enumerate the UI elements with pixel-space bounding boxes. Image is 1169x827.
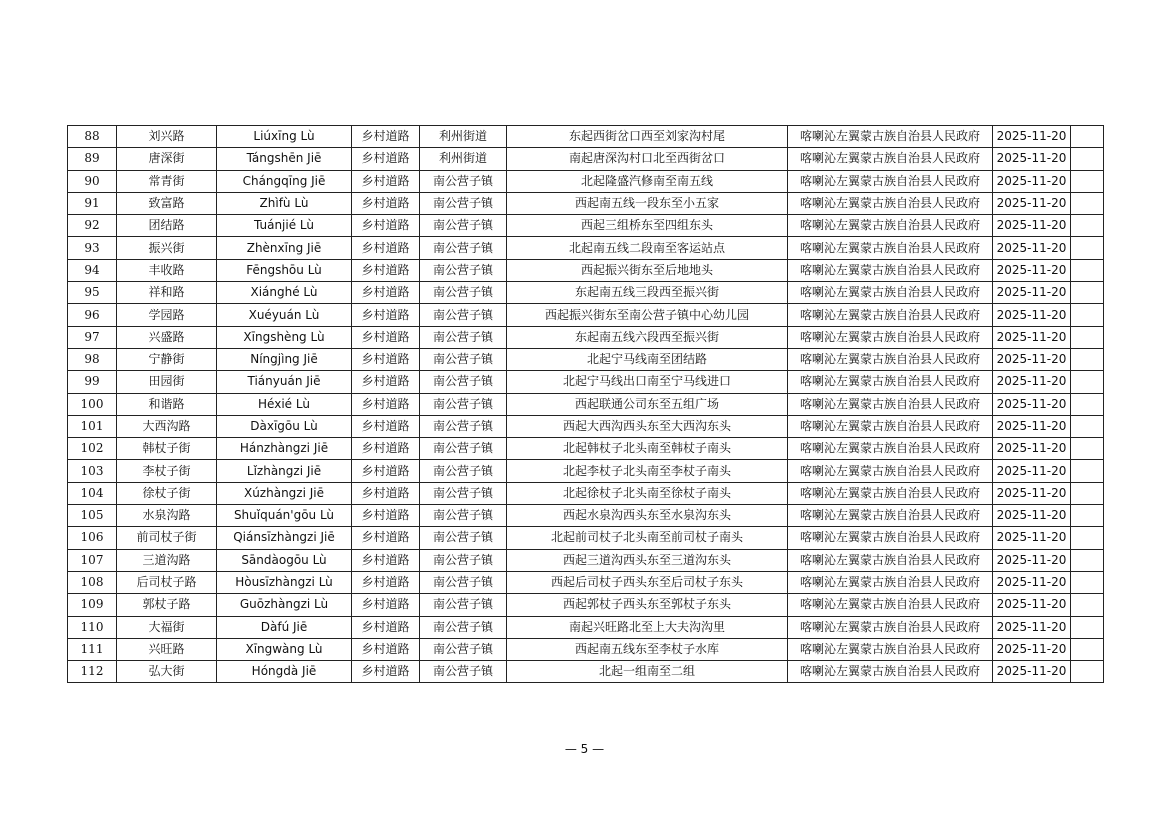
district-cell: 南公营子镇	[420, 192, 507, 214]
approval-date-cell: 2025-11-20	[993, 170, 1071, 192]
district-cell: 南公营子镇	[420, 571, 507, 593]
approval-date-cell: 2025-11-20	[993, 348, 1071, 370]
district-cell: 南公营子镇	[420, 638, 507, 660]
approving-authority-cell: 喀喇沁左翼蒙古族自治县人民政府	[788, 415, 993, 437]
row-number-cell: 100	[68, 393, 117, 415]
table-row	[68, 237, 1104, 259]
location-description-cell: 西起振兴街东至后地地头	[507, 259, 788, 281]
table-row	[68, 616, 1104, 638]
table-row	[68, 304, 1104, 326]
remarks-cell	[1071, 460, 1104, 482]
row-number-cell: 108	[68, 571, 117, 593]
pinyin-cell: Hòusīzhàngzi Lù	[217, 571, 352, 593]
approving-authority-cell: 喀喇沁左翼蒙古族自治县人民政府	[788, 371, 993, 393]
district-cell: 南公营子镇	[420, 460, 507, 482]
district-cell: 南公营子镇	[420, 393, 507, 415]
row-number-cell: 106	[68, 527, 117, 549]
road-name-cell: 常青街	[117, 170, 217, 192]
pinyin-cell: Dàxīgōu Lù	[217, 415, 352, 437]
approval-date-cell: 2025-11-20	[993, 393, 1071, 415]
remarks-cell	[1071, 304, 1104, 326]
remarks-cell	[1071, 282, 1104, 304]
district-cell: 南公营子镇	[420, 326, 507, 348]
road-type-cell: 乡村道路	[352, 237, 420, 259]
row-number-cell: 111	[68, 638, 117, 660]
approval-date-cell: 2025-11-20	[993, 237, 1071, 259]
road-type-cell: 乡村道路	[352, 326, 420, 348]
location-description-cell: 西起三组桥东至四组东头	[507, 215, 788, 237]
table-row	[68, 326, 1104, 348]
district-cell: 南公营子镇	[420, 237, 507, 259]
road-name-cell: 振兴街	[117, 237, 217, 259]
pinyin-cell: Liúxīng Lù	[217, 126, 352, 148]
pinyin-cell: Xīngwàng Lù	[217, 638, 352, 660]
location-description-cell: 东起南五线六段西至振兴街	[507, 326, 788, 348]
table-row	[68, 594, 1104, 616]
road-name-cell: 学园路	[117, 304, 217, 326]
row-number-cell: 99	[68, 371, 117, 393]
district-cell: 南公营子镇	[420, 215, 507, 237]
pinyin-cell: Zhènxīng Jiē	[217, 237, 352, 259]
road-type-cell: 乡村道路	[352, 661, 420, 683]
road-type-cell: 乡村道路	[352, 571, 420, 593]
district-cell: 南公营子镇	[420, 282, 507, 304]
road-name-cell: 弘大街	[117, 661, 217, 683]
road-type-cell: 乡村道路	[352, 304, 420, 326]
row-number-cell: 101	[68, 415, 117, 437]
approval-date-cell: 2025-11-20	[993, 505, 1071, 527]
pinyin-cell: Hóngdà Jiē	[217, 661, 352, 683]
district-cell: 南公营子镇	[420, 527, 507, 549]
district-cell: 南公营子镇	[420, 348, 507, 370]
approval-date-cell: 2025-11-20	[993, 371, 1071, 393]
location-description-cell: 北起前司杖子北头南至前司杖子南头	[507, 527, 788, 549]
pinyin-cell: Xúzhàngzi Jiē	[217, 482, 352, 504]
approval-date-cell: 2025-11-20	[993, 527, 1071, 549]
approving-authority-cell: 喀喇沁左翼蒙古族自治县人民政府	[788, 460, 993, 482]
approval-date-cell: 2025-11-20	[993, 326, 1071, 348]
road-name-cell: 徐杖子街	[117, 482, 217, 504]
table-row	[68, 571, 1104, 593]
road-type-cell: 乡村道路	[352, 192, 420, 214]
pinyin-cell: Xuéyuán Lù	[217, 304, 352, 326]
pinyin-cell: Héxié Lù	[217, 393, 352, 415]
table-row	[68, 371, 1104, 393]
approving-authority-cell: 喀喇沁左翼蒙古族自治县人民政府	[788, 348, 993, 370]
location-description-cell: 北起一组南至二组	[507, 661, 788, 683]
approving-authority-cell: 喀喇沁左翼蒙古族自治县人民政府	[788, 482, 993, 504]
pinyin-cell: Tángshēn Jiē	[217, 148, 352, 170]
location-description-cell: 西起大西沟西头东至大西沟东头	[507, 415, 788, 437]
remarks-cell	[1071, 192, 1104, 214]
district-cell: 南公营子镇	[420, 415, 507, 437]
remarks-cell	[1071, 594, 1104, 616]
approval-date-cell: 2025-11-20	[993, 638, 1071, 660]
location-description-cell: 南起兴旺路北至上大夫沟沟里	[507, 616, 788, 638]
road-name-cell: 李杖子街	[117, 460, 217, 482]
remarks-cell	[1071, 549, 1104, 571]
approving-authority-cell: 喀喇沁左翼蒙古族自治县人民政府	[788, 571, 993, 593]
table-row	[68, 460, 1104, 482]
approval-date-cell: 2025-11-20	[993, 438, 1071, 460]
approving-authority-cell: 喀喇沁左翼蒙古族自治县人民政府	[788, 259, 993, 281]
table-row	[68, 170, 1104, 192]
road-name-cell: 祥和路	[117, 282, 217, 304]
road-type-cell: 乡村道路	[352, 527, 420, 549]
table-row	[68, 505, 1104, 527]
location-description-cell: 北起韩杖子北头南至韩杖子南头	[507, 438, 788, 460]
row-number-cell: 89	[68, 148, 117, 170]
approving-authority-cell: 喀喇沁左翼蒙古族自治县人民政府	[788, 527, 993, 549]
remarks-cell	[1071, 661, 1104, 683]
road-type-cell: 乡村道路	[352, 594, 420, 616]
district-cell: 南公营子镇	[420, 438, 507, 460]
table-row	[68, 215, 1104, 237]
pinyin-cell: Tiányuán Jiē	[217, 371, 352, 393]
location-description-cell: 北起隆盛汽修南至南五线	[507, 170, 788, 192]
district-cell: 南公营子镇	[420, 482, 507, 504]
district-cell: 南公营子镇	[420, 616, 507, 638]
remarks-cell	[1071, 438, 1104, 460]
row-number-cell: 110	[68, 616, 117, 638]
pinyin-cell: Shuǐquán'gōu Lù	[217, 505, 352, 527]
remarks-cell	[1071, 126, 1104, 148]
approving-authority-cell: 喀喇沁左翼蒙古族自治县人民政府	[788, 505, 993, 527]
row-number-cell: 97	[68, 326, 117, 348]
district-cell: 利州街道	[420, 126, 507, 148]
table-row	[68, 438, 1104, 460]
remarks-cell	[1071, 326, 1104, 348]
table-row	[68, 148, 1104, 170]
location-description-cell: 北起徐杖子北头南至徐杖子南头	[507, 482, 788, 504]
district-cell: 南公营子镇	[420, 661, 507, 683]
table-row	[68, 549, 1104, 571]
district-cell: 南公营子镇	[420, 304, 507, 326]
remarks-cell	[1071, 259, 1104, 281]
road-type-cell: 乡村道路	[352, 460, 420, 482]
row-number-cell: 98	[68, 348, 117, 370]
remarks-cell	[1071, 148, 1104, 170]
table-row	[68, 126, 1104, 148]
row-number-cell: 91	[68, 192, 117, 214]
remarks-cell	[1071, 371, 1104, 393]
table-row	[68, 393, 1104, 415]
road-name-cell: 宁静街	[117, 348, 217, 370]
location-description-cell: 东起西街岔口西至刘家沟村尾	[507, 126, 788, 148]
road-type-cell: 乡村道路	[352, 348, 420, 370]
row-number-cell: 112	[68, 661, 117, 683]
page-number: — 5 —	[564, 742, 605, 756]
remarks-cell	[1071, 237, 1104, 259]
remarks-cell	[1071, 527, 1104, 549]
pinyin-cell: Xiánghé Lù	[217, 282, 352, 304]
road-type-cell: 乡村道路	[352, 371, 420, 393]
approving-authority-cell: 喀喇沁左翼蒙古族自治县人民政府	[788, 126, 993, 148]
row-number-cell: 102	[68, 438, 117, 460]
location-description-cell: 西起后司杖子西头东至后司杖子东头	[507, 571, 788, 593]
pinyin-cell: Tuánjié Lù	[217, 215, 352, 237]
approving-authority-cell: 喀喇沁左翼蒙古族自治县人民政府	[788, 549, 993, 571]
remarks-cell	[1071, 215, 1104, 237]
location-description-cell: 西起南五线一段东至小五家	[507, 192, 788, 214]
road-name-cell: 刘兴路	[117, 126, 217, 148]
approving-authority-cell: 喀喇沁左翼蒙古族自治县人民政府	[788, 638, 993, 660]
location-description-cell: 北起李杖子北头南至李杖子南头	[507, 460, 788, 482]
road-name-cell: 大西沟路	[117, 415, 217, 437]
location-description-cell: 北起宁马线出口南至宁马线进口	[507, 371, 788, 393]
approval-date-cell: 2025-11-20	[993, 616, 1071, 638]
table-row	[68, 348, 1104, 370]
approving-authority-cell: 喀喇沁左翼蒙古族自治县人民政府	[788, 594, 993, 616]
pinyin-cell: Dàfú Jiē	[217, 616, 352, 638]
road-name-cell: 三道沟路	[117, 549, 217, 571]
approval-date-cell: 2025-11-20	[993, 460, 1071, 482]
road-name-cell: 唐深街	[117, 148, 217, 170]
road-type-cell: 乡村道路	[352, 438, 420, 460]
road-name-cell: 田园街	[117, 371, 217, 393]
location-description-cell: 西起振兴街东至南公营子镇中心幼儿园	[507, 304, 788, 326]
approving-authority-cell: 喀喇沁左翼蒙古族自治县人民政府	[788, 192, 993, 214]
pinyin-cell: Xīngshèng Lù	[217, 326, 352, 348]
table-row	[68, 415, 1104, 437]
row-number-cell: 92	[68, 215, 117, 237]
road-name-cell: 团结路	[117, 215, 217, 237]
pinyin-cell: Qiánsīzhàngzi Jiē	[217, 527, 352, 549]
approving-authority-cell: 喀喇沁左翼蒙古族自治县人民政府	[788, 393, 993, 415]
approving-authority-cell: 喀喇沁左翼蒙古族自治县人民政府	[788, 237, 993, 259]
road-name-cell: 后司杖子路	[117, 571, 217, 593]
district-cell: 南公营子镇	[420, 259, 507, 281]
table-row	[68, 638, 1104, 660]
location-description-cell: 东起南五线三段西至振兴街	[507, 282, 788, 304]
pinyin-cell: Hánzhàngzi Jiē	[217, 438, 352, 460]
road-type-cell: 乡村道路	[352, 215, 420, 237]
road-name-cell: 前司杖子街	[117, 527, 217, 549]
approving-authority-cell: 喀喇沁左翼蒙古族自治县人民政府	[788, 304, 993, 326]
approving-authority-cell: 喀喇沁左翼蒙古族自治县人民政府	[788, 661, 993, 683]
district-cell: 南公营子镇	[420, 549, 507, 571]
row-number-cell: 107	[68, 549, 117, 571]
road-type-cell: 乡村道路	[352, 415, 420, 437]
approval-date-cell: 2025-11-20	[993, 148, 1071, 170]
remarks-cell	[1071, 348, 1104, 370]
road-name-table	[67, 125, 1104, 683]
road-name-cell: 大福街	[117, 616, 217, 638]
approval-date-cell: 2025-11-20	[993, 549, 1071, 571]
approval-date-cell: 2025-11-20	[993, 594, 1071, 616]
pinyin-cell: Lǐzhàngzi Jiē	[217, 460, 352, 482]
approving-authority-cell: 喀喇沁左翼蒙古族自治县人民政府	[788, 170, 993, 192]
row-number-cell: 109	[68, 594, 117, 616]
location-description-cell: 北起南五线二段南至客运站点	[507, 237, 788, 259]
row-number-cell: 104	[68, 482, 117, 504]
table-row	[68, 661, 1104, 683]
district-cell: 南公营子镇	[420, 505, 507, 527]
remarks-cell	[1071, 170, 1104, 192]
pinyin-cell: Níngjìng Jiē	[217, 348, 352, 370]
table-row	[68, 282, 1104, 304]
approving-authority-cell: 喀喇沁左翼蒙古族自治县人民政府	[788, 616, 993, 638]
road-name-cell: 兴盛路	[117, 326, 217, 348]
approval-date-cell: 2025-11-20	[993, 661, 1071, 683]
road-type-cell: 乡村道路	[352, 505, 420, 527]
approving-authority-cell: 喀喇沁左翼蒙古族自治县人民政府	[788, 326, 993, 348]
approving-authority-cell: 喀喇沁左翼蒙古族自治县人民政府	[788, 215, 993, 237]
road-name-cell: 郭杖子路	[117, 594, 217, 616]
road-type-cell: 乡村道路	[352, 393, 420, 415]
table-row	[68, 482, 1104, 504]
road-type-cell: 乡村道路	[352, 616, 420, 638]
location-description-cell: 西起三道沟西头东至三道沟东头	[507, 549, 788, 571]
road-type-cell: 乡村道路	[352, 126, 420, 148]
location-description-cell: 西起联通公司东至五组广场	[507, 393, 788, 415]
district-cell: 南公营子镇	[420, 594, 507, 616]
approving-authority-cell: 喀喇沁左翼蒙古族自治县人民政府	[788, 148, 993, 170]
pinyin-cell: Zhìfù Lù	[217, 192, 352, 214]
remarks-cell	[1071, 482, 1104, 504]
pinyin-cell: Guōzhàngzi Lù	[217, 594, 352, 616]
row-number-cell: 88	[68, 126, 117, 148]
remarks-cell	[1071, 638, 1104, 660]
district-cell: 利州街道	[420, 148, 507, 170]
approval-date-cell: 2025-11-20	[993, 259, 1071, 281]
table-row	[68, 527, 1104, 549]
table-row	[68, 259, 1104, 281]
road-name-cell: 和谐路	[117, 393, 217, 415]
location-description-cell: 西起郭杖子西头东至郭杖子东头	[507, 594, 788, 616]
table-body	[68, 126, 1104, 683]
row-number-cell: 93	[68, 237, 117, 259]
table-row	[68, 192, 1104, 214]
pinyin-cell: Chángqīng Jiē	[217, 170, 352, 192]
road-name-cell: 丰收路	[117, 259, 217, 281]
approval-date-cell: 2025-11-20	[993, 482, 1071, 504]
road-name-cell: 兴旺路	[117, 638, 217, 660]
approval-date-cell: 2025-11-20	[993, 415, 1071, 437]
road-type-cell: 乡村道路	[352, 170, 420, 192]
location-description-cell: 南起唐深沟村口北至西街岔口	[507, 148, 788, 170]
road-type-cell: 乡村道路	[352, 259, 420, 281]
district-cell: 南公营子镇	[420, 170, 507, 192]
approving-authority-cell: 喀喇沁左翼蒙古族自治县人民政府	[788, 438, 993, 460]
remarks-cell	[1071, 415, 1104, 437]
pinyin-cell: Fēngshōu Lù	[217, 259, 352, 281]
location-description-cell: 西起水泉沟西头东至水泉沟东头	[507, 505, 788, 527]
approval-date-cell: 2025-11-20	[993, 304, 1071, 326]
road-name-cell: 致富路	[117, 192, 217, 214]
road-type-cell: 乡村道路	[352, 482, 420, 504]
remarks-cell	[1071, 571, 1104, 593]
approval-date-cell: 2025-11-20	[993, 571, 1071, 593]
location-description-cell: 西起南五线东至李杖子水库	[507, 638, 788, 660]
row-number-cell: 96	[68, 304, 117, 326]
remarks-cell	[1071, 505, 1104, 527]
approval-date-cell: 2025-11-20	[993, 192, 1071, 214]
row-number-cell: 94	[68, 259, 117, 281]
road-name-cell: 韩杖子街	[117, 438, 217, 460]
row-number-cell: 103	[68, 460, 117, 482]
row-number-cell: 90	[68, 170, 117, 192]
row-number-cell: 105	[68, 505, 117, 527]
pinyin-cell: Sāndàogōu Lù	[217, 549, 352, 571]
road-type-cell: 乡村道路	[352, 148, 420, 170]
location-description-cell: 北起宁马线南至团结路	[507, 348, 788, 370]
approval-date-cell: 2025-11-20	[993, 126, 1071, 148]
road-name-cell: 水泉沟路	[117, 505, 217, 527]
district-cell: 南公营子镇	[420, 371, 507, 393]
road-type-cell: 乡村道路	[352, 549, 420, 571]
approval-date-cell: 2025-11-20	[993, 282, 1071, 304]
remarks-cell	[1071, 393, 1104, 415]
approval-date-cell: 2025-11-20	[993, 215, 1071, 237]
row-number-cell: 95	[68, 282, 117, 304]
remarks-cell	[1071, 616, 1104, 638]
road-type-cell: 乡村道路	[352, 638, 420, 660]
approving-authority-cell: 喀喇沁左翼蒙古族自治县人民政府	[788, 282, 993, 304]
road-type-cell: 乡村道路	[352, 282, 420, 304]
